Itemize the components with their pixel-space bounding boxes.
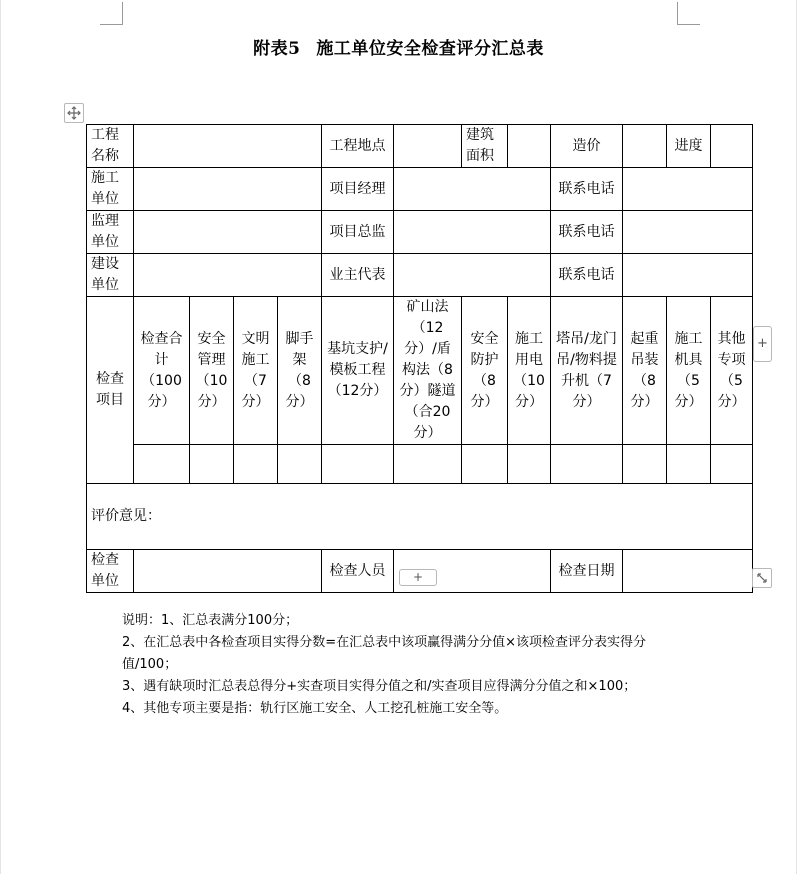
inspection-item-header: 脚手架（8分）: [278, 297, 322, 445]
title-text: 施工单位安全检查评分汇总表: [316, 39, 544, 59]
cost-label: 造价: [551, 125, 623, 168]
table-row: [87, 168, 753, 211]
table-row: [87, 484, 753, 550]
progress-value[interactable]: [711, 125, 753, 168]
inspection-item-header: 安全管理（10分）: [190, 297, 234, 445]
score-cell[interactable]: [278, 445, 322, 484]
supervision-unit-value[interactable]: [134, 211, 322, 254]
inspection-unit-label: 检查单位: [87, 550, 134, 593]
project-name-value[interactable]: [134, 125, 322, 168]
project-location-label: 工程地点: [322, 125, 394, 168]
phone-label: 联系电话: [551, 168, 623, 211]
table-row: [87, 211, 753, 254]
cost-value[interactable]: [623, 125, 667, 168]
score-cell[interactable]: [394, 445, 462, 484]
score-cell[interactable]: [322, 445, 394, 484]
inspection-item-header: 基坑支护/模板工程（12分）: [322, 297, 394, 445]
page-corner-mark: [677, 2, 700, 25]
owner-rep-label: 业主代表: [322, 254, 394, 297]
construction-owner-label: 建设单位: [87, 254, 134, 297]
inspection-items-label: 检查项目: [87, 297, 134, 484]
phone-label: 联系电话: [551, 211, 623, 254]
building-area-label: 建筑面积: [462, 125, 508, 168]
chief-supervisor-value[interactable]: [394, 211, 551, 254]
inspection-item-header: 安全防护（8分）: [462, 297, 508, 445]
inspection-item-header: 施工用电（10分）: [508, 297, 551, 445]
phone-value[interactable]: [623, 211, 753, 254]
table-row: [87, 297, 753, 445]
chief-supervisor-label: 项目总监: [322, 211, 394, 254]
construction-unit-value[interactable]: [134, 168, 322, 211]
score-cell[interactable]: [711, 445, 753, 484]
table-move-handle[interactable]: [64, 103, 84, 123]
inspector-label: 检查人员: [322, 550, 394, 593]
table-row: [87, 445, 753, 484]
score-cell[interactable]: [623, 445, 667, 484]
table-resize-handle[interactable]: [752, 568, 772, 588]
add-row-button[interactable]: +: [399, 569, 437, 586]
score-cell[interactable]: [234, 445, 278, 484]
inspection-item-header: 矿山法（12分）/盾构法（8分）隧道（合20分）: [394, 297, 462, 445]
inspection-unit-value[interactable]: [134, 550, 322, 593]
add-column-button[interactable]: +: [753, 326, 772, 362]
phone-value[interactable]: [623, 254, 753, 297]
inspection-date-value[interactable]: [623, 550, 753, 593]
score-cell[interactable]: [551, 445, 623, 484]
appendix-number: 附表5: [253, 39, 301, 59]
score-cell[interactable]: [134, 445, 190, 484]
phone-label: 联系电话: [551, 254, 623, 297]
project-name-label: 工程名称: [87, 125, 134, 168]
project-location-value[interactable]: [394, 125, 462, 168]
project-manager-value[interactable]: [394, 168, 551, 211]
building-area-value[interactable]: [508, 125, 551, 168]
inspection-item-header: 文明施工（7分）: [234, 297, 278, 445]
table-row: [87, 254, 753, 297]
score-cell[interactable]: [462, 445, 508, 484]
inspection-item-header: 其他专项（5分）: [711, 297, 753, 445]
note-line: 2、在汇总表中各检查项目实得分数=在汇总表中该项赢得满分分值×该项检查评分表实得分值/100；: [122, 635, 647, 672]
notes: [122, 610, 682, 720]
inspection-item-header: 起重吊装（8分）: [623, 297, 667, 445]
construction-unit-label: 施工单位: [87, 168, 134, 211]
inspection-item-header: 施工机具（5分）: [667, 297, 711, 445]
score-cell[interactable]: [190, 445, 234, 484]
phone-value[interactable]: [623, 168, 753, 211]
note-line: 说明：1、汇总表满分100分；: [122, 613, 299, 628]
owner-rep-value[interactable]: [394, 254, 551, 297]
summary-table: [86, 124, 753, 593]
inspection-item-header: 塔吊/龙门吊/物料提升机（7分）: [551, 297, 623, 445]
supervision-unit-label: 监理单位: [87, 211, 134, 254]
note-line: 4、其他专项主要是指：轨行区施工安全、人工挖孔桩施工安全等。: [122, 701, 508, 716]
score-cell[interactable]: [508, 445, 551, 484]
inspection-item-header: 检查合计（100分）: [134, 297, 190, 445]
evaluation-opinion[interactable]: 评价意见：: [87, 484, 753, 550]
document-title: [0, 34, 797, 59]
score-cell[interactable]: [667, 445, 711, 484]
progress-label: 进度: [667, 125, 711, 168]
page-corner-mark: [100, 2, 123, 25]
move-icon: [67, 106, 81, 120]
table-row: [87, 125, 753, 168]
resize-icon: [756, 572, 768, 584]
inspection-date-label: 检查日期: [551, 550, 623, 593]
note-line: 3、遇有缺项时汇总表总得分+实查项目实得分值之和/实查项目应得满分分值之和×100；: [122, 679, 637, 694]
construction-owner-value[interactable]: [134, 254, 322, 297]
project-manager-label: 项目经理: [322, 168, 394, 211]
